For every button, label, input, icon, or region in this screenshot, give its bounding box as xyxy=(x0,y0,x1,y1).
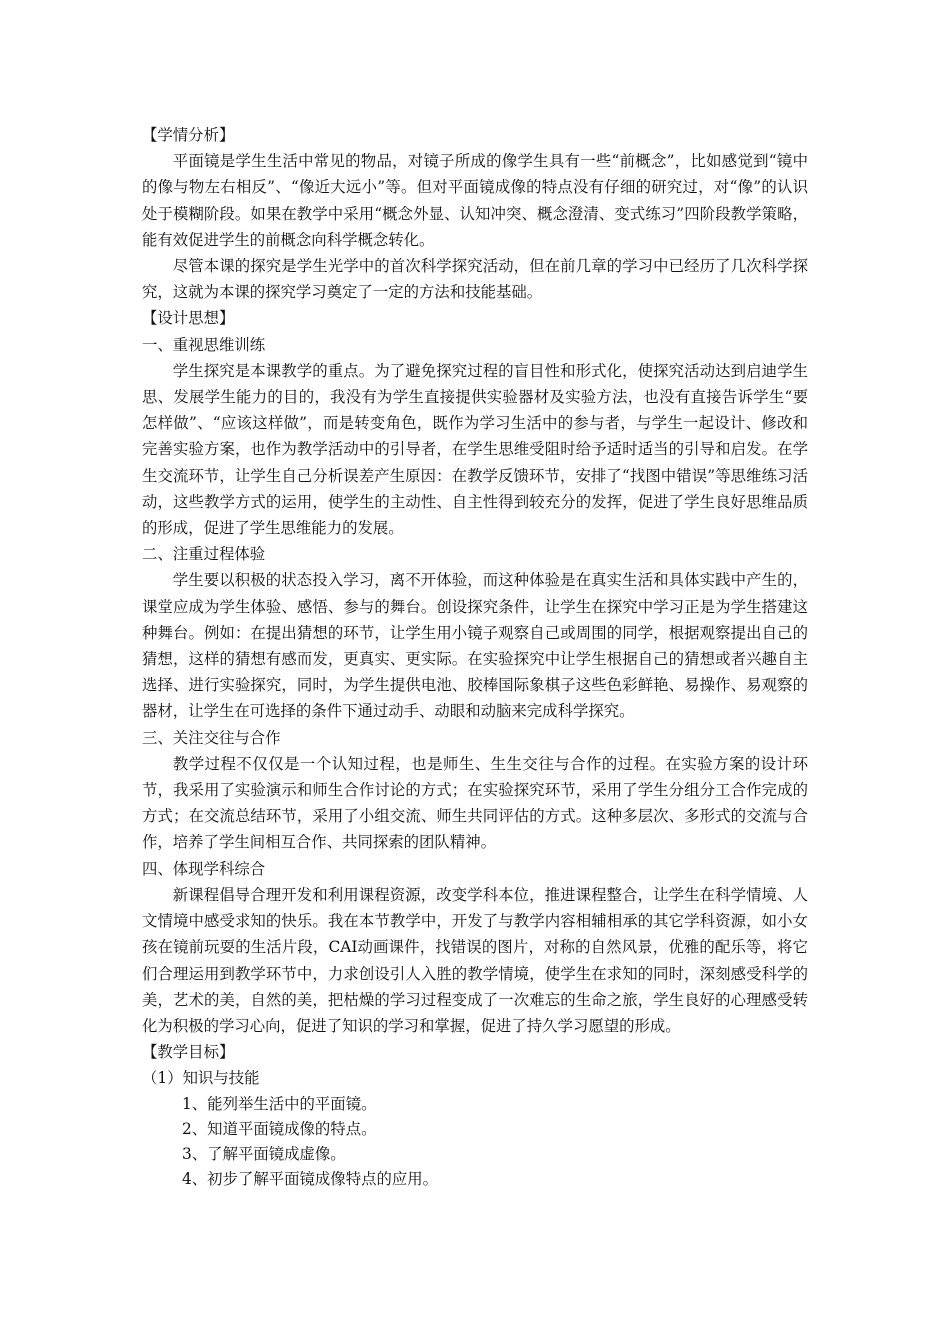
design-point-4-title: 四、体现学科综合 xyxy=(142,859,266,878)
goal-item: 1、能列举生活中的平面镜。 xyxy=(182,1094,377,1113)
goal-item: 4、初步了解平面镜成像特点的应用。 xyxy=(182,1170,439,1189)
design-point-3-text: 教学过程不仅仅是一个认知过程，也是师生、生生交往与合作的过程。在实验方案的设计环节，我采用了实验演示和师生合作讨论的方式；在实验探究环节，采用了学生分组分工合作完成的方式；在交流总结环节，采用了小组交流、师生共同评估的方式。这种多层次、多形式的交流与合作，培养了学生间相互合作、共同探索的团队精神。 xyxy=(142,754,808,852)
design-point-4-text: 新课程倡导合理开发和利用课程资源，改变学科本位，推进课程整合，让学生在科学情境、人文情境中感受求知的快乐。我在本节教学中，开发了与教学内容相辅相承的其它学科资源，如小女孩在镜前玩耍的生活片段，CAI动画课件，找错误的图片，对称的自然风景，优雅的配乐等，将它们合理运用到教学环节中，力求创设引人入胜的教学情境，使学生在求知的同时，深刻感受科学的美，艺术的美，自然的美，把枯燥的学习过程变成了一次难忘的生命之旅，学生良好的心理感受转化为积极的学习心向，促进了知识的学习和掌握，促进了持久学习愿望的形成。 xyxy=(142,885,808,1035)
design-point-1-title: 一、重视思维训练 xyxy=(142,335,266,354)
design-point-2-text: 学生要以积极的状态投入学习，离不开体验，而这种体验是在真实生活和具体实践中产生的，课堂应成为学生体验、感悟、参与的舞台。创设探究条件，让学生在探究中学习正是为学生搭建这种舞台。例如：在提出猜想的环节，让学生用小镜子观察自己或周围的同学，根据观察提出自己的猜想，这样的猜想有感而发，更真实、更实际。在实验探究中让学生根据自己的猜想或者兴趣自主选择、进行实验探究，同时，为学生提供电池、胶棒国际象棋子这些色彩鲜艳、易操作、易观察的器材，让学生在可选择的条件下通过动手、动眼和动脑来完成科学探究。 xyxy=(142,571,808,721)
document-page xyxy=(142,122,808,1192)
analysis-heading: 【学情分析】 xyxy=(142,126,235,144)
goals-heading: 【教学目标】 xyxy=(142,1043,235,1062)
analysis-paragraph-2: 尽管本课的探究是学生光学中的首次科学探究活动，但在前几章的学习中已经历了几次科学探究，这就为本课的探究学习奠定了一定的方法和技能基础。 xyxy=(142,257,808,302)
design-point-3-title: 三、关注交往与合作 xyxy=(142,728,281,747)
goal-item: 2、知道平面镜成像的特点。 xyxy=(182,1119,377,1138)
design-point-1-text: 学生探究是本课教学的重点。为了避免探究过程的盲目性和形式化，使探究活动达到启迪学生思、发展学生能力的目的，我没有为学生直接提供实验器材及实验方法，也没有直接告诉学生“要怎样做”、“应该这样做”，而是转变角色，既作为学习生活中的参与者，与学生一起设计、修改和完善实验方案，也作为教学活动中的引导者，在学生思维受阻时给予适时适当的引导和启发。在学生交流环节，让学生自己分析误差产生原因：在教学反馈环节，安排了“找图中错误”等思维练习活动，这些教学方式的运用，使学生的主动性、自主性得到较充分的发挥，促进了学生良好思维品质的形成，促进了学生思维能力的发展。 xyxy=(142,361,808,538)
analysis-paragraph-1: 平面镜是学生生活中常见的物品，对镜子所成的像学生具有一些“前概念”，比如感觉到“镜中的像与物左右相反”、“像近大远小”等。但对平面镜成像的特点没有仔细的研究过，对“像”的认识处于模糊阶段。如果在教学中采用“概念外显、认知冲突、概念澄清、变式练习”四阶段教学策略，能有效促进学生的前概念向科学概念转化。 xyxy=(142,152,808,249)
goal-item: 3、了解平面镜成虚像。 xyxy=(182,1144,346,1163)
design-heading: 【设计思想】 xyxy=(142,309,235,328)
goals-subheading: （1）知识与技能 xyxy=(142,1069,260,1088)
design-point-2-title: 二、注重过程体验 xyxy=(142,545,266,564)
